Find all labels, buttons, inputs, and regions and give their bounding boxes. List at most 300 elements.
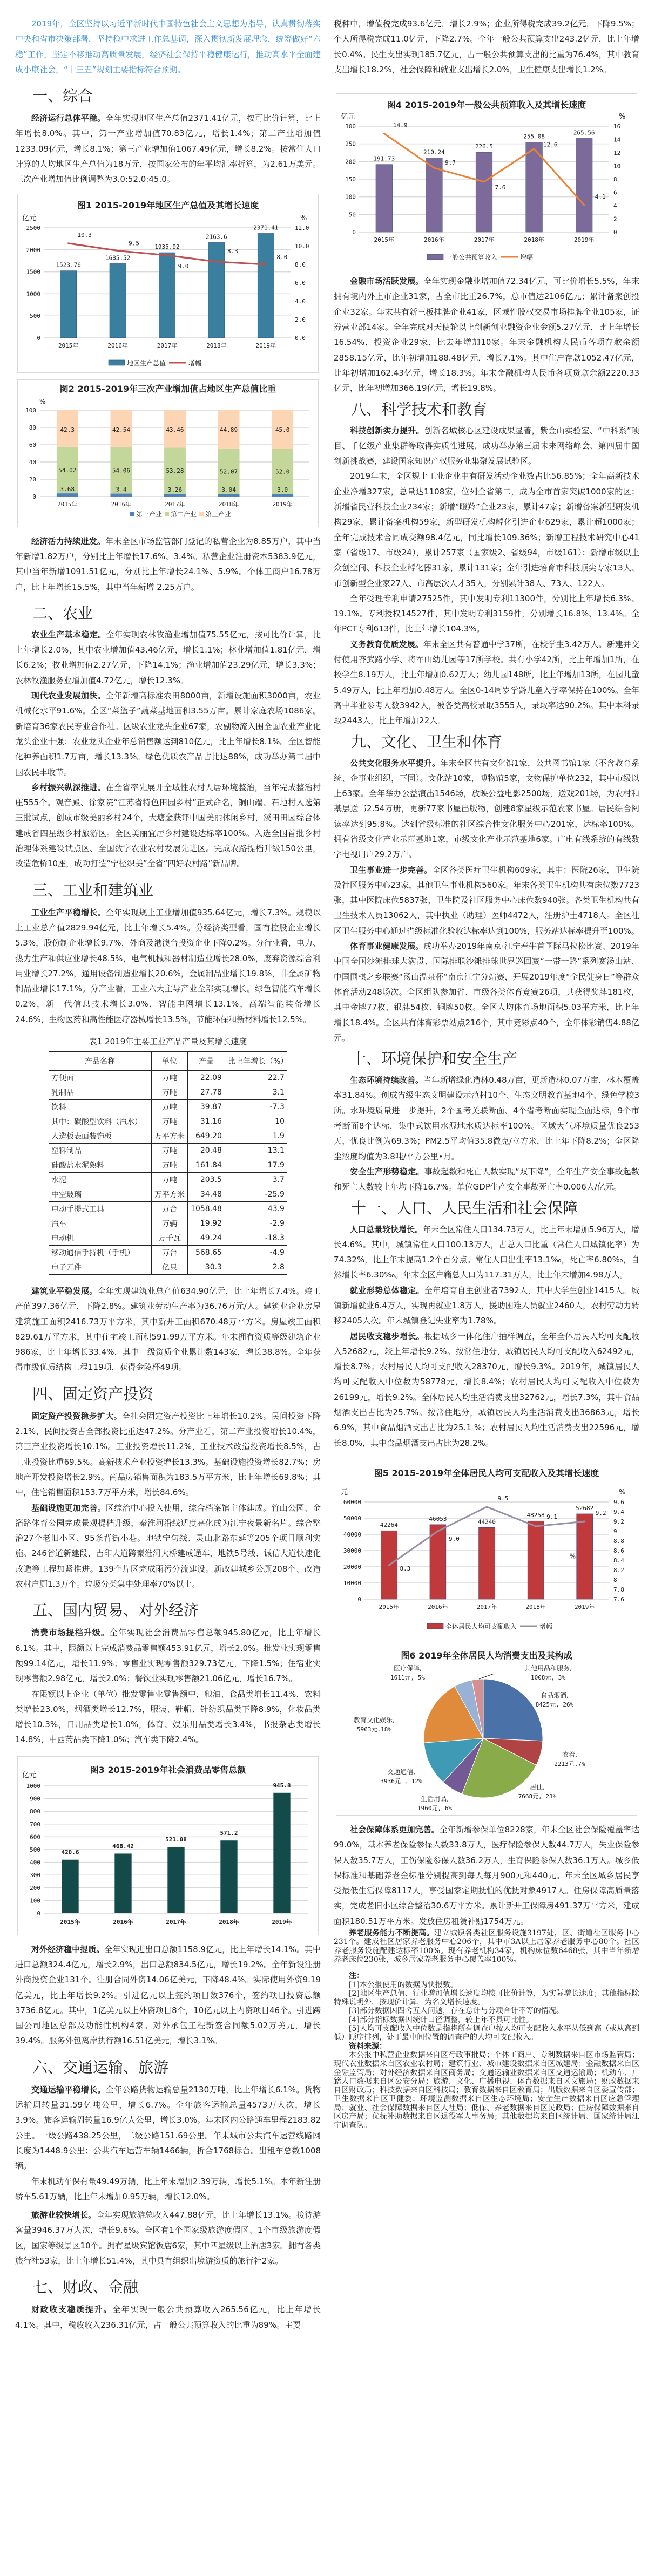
line-data-label: 9.0 (178, 262, 189, 270)
stacked-bar-segment (218, 494, 240, 497)
y2-tick-label: 8.0 (295, 261, 306, 268)
legend-label: 第一产业 (136, 510, 163, 518)
bar-data-label: 226.5 (475, 143, 494, 151)
table-row (49, 1129, 287, 1143)
x-tick-label: 2017年 (474, 236, 495, 244)
section-heading: 一、综合 (32, 87, 93, 105)
segment-data-label: 43.46 (166, 426, 184, 433)
bar-data-label: 1685.52 (105, 254, 131, 262)
table-row (49, 1231, 287, 1245)
y-tick-label: 30000 (343, 1547, 361, 1554)
paragraph (15, 1625, 321, 1686)
y2-tick-label: 10 (613, 162, 621, 170)
segment-data-label: 52.0 (275, 468, 290, 475)
product-name-cell: 电子元件 (49, 1260, 152, 1274)
y-tick-label: 400 (30, 1859, 40, 1866)
paragraph-lead: 生态环境持续改善。 (350, 1075, 424, 1085)
paragraph-lead: 现代农业发展加快。 (31, 691, 106, 701)
product-name-cell: 水泥 (49, 1172, 152, 1187)
x-tick-label: 2019年 (573, 236, 595, 244)
figure-6-consumption-pie-chart (336, 1643, 637, 1816)
output-cell: 1058.48 (188, 1201, 225, 1216)
paragraph-lead: 经济运行总体平稳。 (31, 113, 106, 124)
unit-cell: 万吨 (152, 1085, 188, 1099)
unit-cell: 万台 (152, 1245, 188, 1260)
bar-data-label: 468.42 (112, 1843, 134, 1850)
chart-title: 图2 2015-2019年三次产业增加值占地区生产总值比重 (59, 383, 276, 394)
y-tick-label: 100 (30, 1897, 40, 1905)
paragraph-text: 全年公路货物运输总量2130万吨，比上年增长6.1%。货物运输周转量31.59亿吨公里，增长6.7%。全年旅客运输总量4573万人次，增长3.9%。旅客运输周转量16.9亿人公里，增长3.0%。年末区内公路通车里程2183.82公里。一级公路438.25公里，二级公路151.69公里。年末城市公共汽车运营线路网长度为1448.9公里；公共汽车运营车辆1466辆，折合1768标台。出租车总数1008辆。 (15, 2084, 321, 2171)
segment-data-label: 54.06 (112, 466, 130, 474)
product-name-cell: 中空玻璃 (49, 1187, 152, 1201)
chart-title: 图4 2015-2019年一般公共预算收入及其增长速度 (387, 100, 586, 111)
x-tick-label: 2016年 (107, 342, 128, 349)
table-row (49, 1216, 287, 1231)
output-cell: 34.48 (188, 1187, 225, 1201)
bar (159, 253, 175, 338)
line-point (265, 263, 267, 265)
paragraph (15, 1500, 321, 1592)
y-axis-unit: 亿元 (22, 1771, 37, 1779)
table-row (49, 1260, 287, 1274)
unit-cell: 亿只 (152, 1260, 188, 1274)
legend-label: 增幅 (520, 254, 534, 262)
output-cell: 30.3 (188, 1260, 225, 1274)
line-point (583, 204, 585, 206)
slice-label: 生活用品, (421, 1795, 449, 1803)
bar-data-label: 2163.6 (206, 233, 227, 241)
y2-tick-label: 2 (613, 215, 617, 223)
legend-label: 增幅 (188, 359, 202, 367)
figure-2-industry-share-chart (17, 379, 319, 527)
product-name-cell: 电动手提式工具 (49, 1201, 152, 1216)
legend-label: 地区生产总值 (127, 359, 166, 367)
y-tick-label: 50000 (343, 1514, 361, 1522)
paragraph-text: 全年新增高标准农田8000亩，新增设施面积3000亩，农业机械化水平91.6%。全区“菜篮子”蔬菜基地面积3.55万亩。累计家庭农场1086家。新培育36家农民专业合作社。区级农业龙头企业67家，农副物流入围全国农业产业化龙头企业十强；农业龙头企业年总销售额达到810亿元，比上年增长8.1%。全区智能化种养面积1.7万亩，增长13.3%。绿色优质农产品占比达88%，成功举办第二届中国农民丰收节。 (15, 691, 321, 777)
paragraph (334, 1222, 639, 1283)
y-tick-label: 40000 (343, 1531, 361, 1538)
growth-cell: 17.9 (225, 1158, 287, 1172)
table-row (49, 1114, 287, 1129)
x-tick-label: 2018年 (206, 342, 227, 349)
paragraph-lead: 金融市场活跃发展。 (350, 276, 424, 287)
intro-paragraph: 2019年，全区坚持以习近平新时代中国特色社会主义思想为指导，认真贯彻落实中央和省市决策部署，坚持稳中求进工作总基调，深入贯彻新发展理念，统筹做好“六稳”工作，坚定不移推动高质量发展，经济社会保持平稳健康运行，推动高水平全面建成小康社会，“十三五”规划主要指标符合预期。 (15, 19, 321, 74)
paragraph (15, 111, 321, 187)
paragraph-text: 年末全区共有文化馆1家，公共图书馆1家（不含教育系统、企事业组织，下同）。文化站10家，博物馆5家，文物保护单位232，其中市级以上63家。全年举办公益演出1546场，放映公益电影2500场，送戏201场，为农村和基层送书2.54万册，更新77家书屋出版物，创建8家星级示范农家书屋。居民综合阅读率达到95.8%。达到省级标准的社区综合性文化服务中心201家，达标率100%。拥有省级文化产业示范基地1家，市级文化产业示范基地6家。广电有线系统的有线数字电视用户29.2万户。 (334, 758, 639, 860)
paragraph-lead: 卫生事业进一步完善。 (350, 865, 433, 875)
paragraph (334, 1072, 639, 1164)
x-tick-label: 2018年 (525, 1603, 546, 1610)
table-row (49, 1070, 287, 1085)
chart-title: 图1 2015-2019年地区生产总值及其增长速度 (77, 200, 259, 210)
x-tick-label: 2018年 (219, 1918, 239, 1926)
paragraph (15, 688, 321, 780)
figure-4-budget-revenue-chart (336, 93, 637, 267)
slice-label: 教育文化娱乐, (354, 1716, 395, 1724)
table-row (49, 1245, 287, 1260)
x-tick-label: 2015年 (58, 342, 79, 349)
bar (258, 233, 274, 338)
paragraph: 在限额以上企业（单位）批发零售业零售额中，粮油、食品类增长11.4%，饮料类增长23.0%，烟酒类增长12.7%，服装、鞋帽、针纺织品类下降8.9%，化妆品类增长10.3%，日用品类增长1.0%，体育、娱乐用品类增长3.4%，书报杂志类增长14.8%，中西药品类下降1.0%；汽车类下降2.4%。 (15, 1689, 321, 1745)
y2-tick-label: 7.6 (613, 1595, 624, 1603)
line-point (166, 254, 168, 256)
y2-tick-label: 6.0 (295, 279, 306, 287)
growth-cell: 22.7 (225, 1070, 287, 1085)
paragraph-text: 全年实现进出口总额1158.9亿元，比上年增长14.1%。其中进口总额324.4亿元，增长2.9%，出口总额834.5亿元，增长19.2%。全年新设注册外商投资企业131个。注册合同外资14.06亿美元，下降48.4%。实际使用外资9.19亿美元，比上年增长9.2%。引进亿元以上签约项目数376个，签约项目投资总额3736.8亿元。其中，1亿美元以上外资项目8个，10亿元以上内资项目46个。引进跨国公司地区总部及功能性机构4家。对外承包工程新签合同额5.02万美元，增长39.4%。服务外包离岸执行额16.51亿美元，增长3.1%。 (15, 1944, 321, 2046)
unit-cell: 万吨 (152, 1172, 188, 1187)
y2-tick-label: 2.0 (295, 316, 306, 323)
paragraph-text: 全区各类医疗卫生机构609家，其中：医院26家，卫生院及社区服务中心23家，其他卫生事业机构560家。年末各类卫生机构共有床位数7723张，其中医院床位5837张，卫生院及社区服务中心床位数940张。各类卫生机构共有卫生技术人员13062人，其中执业（助理）医师4472人，注册护士4718人。全区社区卫生服务中心通过省级标准化验收达标率达到100%，服务站达标率提升至100%。 (334, 865, 639, 936)
line-data-label: 10.3 (77, 231, 92, 239)
bar-data-label: 265.56 (573, 129, 595, 137)
bar-data-label: 1935.92 (154, 243, 180, 250)
chart-annotation: % (569, 1552, 576, 1560)
paragraph (15, 1283, 321, 1375)
bar-data-label: 44240 (477, 1518, 496, 1526)
x-tick-label: 2015年 (379, 1603, 400, 1610)
x-tick-label: 2019年 (272, 500, 293, 508)
y2-tick-label: 6 (613, 189, 617, 196)
bar (60, 270, 77, 337)
stacked-bar-segment (272, 494, 293, 497)
stacked-bar-segment (57, 493, 78, 497)
y-tick-label: 150 (345, 176, 356, 183)
x-tick-label: 2015年 (374, 236, 395, 244)
segment-data-label: 3.26 (167, 486, 183, 493)
note-item: [5]人均可支配收入中位数是指将所有调查户按人均可支配收入水平从低到高（或从高到低）顺序排列，处于最中间位置的调查户的人均可支配收入。 (334, 2024, 639, 2042)
y-tick-label: 0 (357, 1595, 361, 1603)
table-row (49, 1201, 287, 1216)
y2-tick-label: 0 (613, 229, 617, 236)
line-point (535, 1525, 537, 1527)
line-point (383, 133, 385, 134)
bar (62, 1859, 78, 1913)
y2-tick-label: 9.6 (613, 1498, 624, 1506)
y2-tick-label: 8 (613, 1576, 617, 1583)
bar (220, 1840, 237, 1913)
paragraph (334, 1329, 639, 1451)
product-name-cell: 移动通信手持机（手机） (49, 1245, 152, 1260)
y-tick-label: 800 (30, 1807, 40, 1815)
y-tick-label: 1000 (26, 290, 40, 298)
line-data-label: 4.1 (595, 193, 606, 200)
segment-data-label: 54.02 (58, 466, 77, 474)
paragraph-text: 全年培育自主创业者7392人，其中大学生创业1415人。城镇新增就业6.4万人，实现再就业1.8万人，援助困难人员就业2460人，农村劳动力转移2405人次。年末城镇登记失业率为1.78%。 (334, 1285, 639, 1326)
paragraph-lead: 交通运输平稳增长。 (31, 2084, 106, 2095)
y-tick-label: 1500 (26, 268, 40, 276)
y-tick-label: 500 (30, 312, 40, 320)
y-tick-label: 300 (30, 1871, 40, 1879)
bar (167, 1847, 184, 1913)
bar (110, 263, 126, 338)
unit-cell: 万吨 (152, 1158, 188, 1172)
y2-tick-label: 4.0 (295, 297, 306, 305)
slice-label: 衣着, (562, 1750, 577, 1758)
x-tick-label: 2019年 (255, 342, 276, 349)
x-tick-label: 2017年 (157, 342, 178, 349)
bar (476, 152, 492, 232)
chart-title: 图6 2019年全体居民人均消费支出及其构成 (401, 1650, 572, 1661)
legend-swatch (165, 512, 169, 516)
bar (376, 165, 393, 232)
y-axis-unit: 亿元 (341, 113, 355, 121)
paragraph (334, 1929, 639, 1964)
paragraph-lead: 基础设施更加完善。 (31, 1503, 106, 1513)
paragraph-lead: 对外经济稳中提质。 (31, 1944, 105, 1954)
product-name-cell: 饮料 (49, 1099, 152, 1114)
paragraph-lead: 旅游业较快增长。 (31, 2210, 97, 2220)
output-cell: 31.16 (188, 1114, 225, 1129)
paragraph (334, 1822, 639, 1929)
industrial-products-table (49, 1051, 287, 1275)
slice-value-label: 1960元, 6% (417, 1804, 452, 1812)
paragraph (334, 637, 639, 729)
y2-tick-label: 8.8 (613, 1537, 624, 1545)
y2-tick-label: 0.0 (295, 334, 306, 342)
y-tick-label: 500 (30, 1846, 40, 1853)
bar-data-label: 48258 (526, 1512, 545, 1519)
bar-data-label: 46053 (429, 1515, 447, 1523)
note-item: [2]地区生产总值、行业增加值增长速度均按可比价计算，为实际增长速度；其他指标除特殊说明外，按现价计算，为名义增长速度。 (334, 1989, 639, 2007)
y-tick-label: 2000 (26, 246, 40, 254)
segment-data-label: 53.28 (166, 467, 184, 474)
line-data-label: 9.0 (448, 1535, 460, 1542)
slice-value-label: 8425元, 26% (535, 1701, 574, 1708)
slice-value-label: 5963元,18% (357, 1725, 392, 1733)
x-tick-label: 2017年 (166, 1918, 186, 1926)
paragraph-lead: 建筑业平稳发展。 (31, 1286, 98, 1296)
bar-data-label: 571.2 (220, 1829, 238, 1837)
legend-label: 第二产业 (171, 510, 197, 518)
column-header: 单位 (152, 1051, 188, 1070)
line-point (433, 167, 435, 169)
section-heading: 十一、人口、人民生活和社会保障 (351, 1199, 578, 1217)
unit-cell: 万平方米 (152, 1129, 188, 1143)
paragraph-text: 全年实现旅游总收入447.88亿元，比上年增长13.1%。接待游客量3946.37万人次，增长9.6%。全区有1个国家级旅游度假区、1个市级旅游度假区，国家等级景区10个。拥有星级宾馆饭店6家，其中四星级以上酒店3家。拥有各类旅行社53家，比上年增长51.4%，其中具有组织出境游资质的旅行社2家。 (15, 2210, 321, 2266)
y-tick-label: 600 (30, 1833, 40, 1841)
notes-block (334, 1929, 639, 2130)
growth-cell: -7.3 (225, 1099, 287, 1114)
y-tick-label: 0 (37, 1909, 40, 1917)
leader-line (479, 1674, 494, 1679)
output-cell: 19.92 (188, 1216, 225, 1231)
y-axis-unit: 亿元 (22, 214, 37, 222)
pie-slice (483, 1679, 543, 1741)
section-heading: 五、国内贸易、对外经济 (32, 1601, 199, 1620)
figure-5-disposable-income-chart (336, 1462, 637, 1636)
growth-cell: -18.3 (225, 1231, 287, 1245)
section-heading: 十、环境保护和安全生产 (351, 1050, 518, 1068)
y-tick-label: 900 (30, 1795, 40, 1803)
paragraph (15, 2302, 321, 2333)
legend-swatch (109, 360, 125, 365)
table-caption: 表1 2019年主要工业产品产量及其增长速度 (89, 1036, 247, 1046)
paragraph-text: 全年实现社会消费品零售总额945.80亿元，比上年增长6.1%。其中，限额以上完成消费品零售额453.91亿元，增长2.0%。批发业实现零售额99.14亿元，增长11.9%；零售业实现零售额329.73亿元，下降1.5%；住宿业实现零售额2.98亿元，增长2.0%；餐饮业实现零售额21.06亿元，增长16.7%。 (15, 1628, 321, 1684)
line-point (215, 261, 217, 262)
y-tick-label: 300 (345, 123, 356, 131)
line-point (486, 1506, 488, 1507)
y2-tick-label: 9 (613, 1527, 617, 1535)
table-row (49, 1085, 287, 1099)
y-tick-label: 200 (30, 1884, 40, 1892)
paragraph (15, 534, 321, 595)
figure-1-gdp-chart (17, 194, 319, 373)
y-axis-unit: 元 (341, 1488, 348, 1497)
paragraph-text: 年末全区市场监管部门登记的私营企业为8.85万户，其中当年新增1.82万户，分别比上年增长17.6%、3.4%。私营企业注册资本5383.9亿元，其中当年新增1091.51亿元，分别比上年增长24.1%、5.9%。个体工商户16.78万户，比上年增长15.5%，其中当年新增 2.25万户。 (15, 536, 321, 592)
x-tick-label: 2018年 (218, 500, 239, 508)
y2-tick-label: 16 (613, 123, 621, 131)
segment-data-label: 44.89 (220, 426, 238, 433)
slice-label: 其他用品和服务, (524, 1664, 572, 1672)
section-heading: 七、财政、金融 (32, 2278, 139, 2296)
right-column (334, 0, 639, 2130)
paragraph-text: 根据城乡一体化住户抽样调查，全年全体居民人均可支配收入52682元，较上年增长9.2%。按常住地分，城镇居民人均可支配收入62492元，增长8.7%；农村居民人均可支配收入28370元，增长9.3%。2019年，城镇居民人均可支配收入中位数为58778元，增长8.4%；农村居民人均可支配收入中位数为26199元，增长9.2%。全体居民人均生活消费支出32762元，增长7.3%，其中食品烟酒支出占比为25.7%。按常住地分，城镇居民人均生活消费支出36863元，增长6.9%，其中食品烟酒支出占比为25.1 %；农村居民人均生活消费支出22596元，增长8.0%，其中食品烟酒支出占比为28.2%。 (334, 1331, 639, 1448)
y-tick-label: 700 (30, 1820, 40, 1828)
y-tick-label: 50 (348, 211, 356, 219)
legend-label: 全体居民人均可支配收入 (446, 1622, 517, 1630)
line-data-label: 9.5 (129, 240, 140, 247)
paragraph-lead: 科技创新实力提升。 (350, 425, 424, 436)
growth-cell: 13.1 (225, 1143, 287, 1158)
table-header-row (49, 1051, 287, 1070)
slice-label: 医疗保障, (394, 1664, 422, 1672)
paragraph (334, 1164, 639, 1195)
paragraph-text: 年末全区常住人口134.73万人，比上年末增加5.96万人，增长4.6%。其中，城镇常住人口100.13万人，占总人口比重（常住人口城镇化率）为74.32%，比上年末提高1.2个百分点。常住人口出生率13.1‰，死亡率6.80‰，自然增长率6.30‰。年末全区户籍总人口为117.31万人，比上年末增加4.98万人。 (334, 1224, 639, 1280)
bar-data-label: 210.24 (423, 148, 445, 156)
column-header: 比上年增长（%） (225, 1051, 287, 1070)
table-row (49, 1143, 287, 1158)
paragraph-lead: 财政收支稳质提升。 (31, 2305, 113, 2315)
y2-tick-label: 14 (613, 136, 621, 144)
slice-label: 居住, (530, 1783, 545, 1791)
output-cell: 22.09 (188, 1070, 225, 1085)
x-tick-label: 2018年 (524, 236, 544, 244)
legend-swatch (199, 512, 204, 516)
paragraph (334, 274, 639, 396)
source-text: 本公报中私营企业数据来自区行政审批局；个体工商户、专利数据来自区市场监管局；现代农业数据来自区农业农村局；建筑行业、城市建设数据来自区城建局；金融数据来自区金融监管局；对外经济数据来自区商务局；交通运输业数据来自区交通运输局；机动车、户籍人口数据来自区公安分局；旅游、文化、广播电视、体育数据来自区文旅局；财政数据来自区财政局；科技数据来自区科技局；教育数据来自区教育局；出版数据来自区委宣传部；卫生数据来自区卫健委；环境监测数据来自区生态环境局；安全生产数据来自区应急管理局；就业、社会保障数据来自区人社局；低保、养老数据来自区民政局；住房保障数据来自区房产局；优抚补助数据来自区退役军人事务局；其他数据均来自区统计局、国家统计局江宁调查队。 (334, 2050, 639, 2130)
table-row (49, 1158, 287, 1172)
paragraph-text: 全年实现农林牧渔业增加值75.55亿元，按可比价计算，比上年增长2.0%，其中农业增加值43.46亿元，增长1.1%；林业增加值1.81亿元，增长6.2%；牧业增加值2.27亿元，下降14.1%；渔业增加值23.29亿元，增长3.3%；农林牧渔服务业增加值4.72亿元，增长12.3%。 (15, 629, 321, 685)
paragraph-text: 全社会固定资产投资比上年增长10.2%。民间投资下降2.1%，民间投资占全部投资比重达47.2%。分产业看，第二产业投资增长10.4%，第三产业投资增长10.1%。工业投资增长11.2%，工业技术改造投资增长8.5%，占工业投资比重69.5%。高新技术产业投资增长13.3%。基础设施投资增长82.7%；房地产开发投资增长2.9%。商品房销售面积为183.5万平方米，比上年增长69.8%；其中，住宅销售面积153.7万平方米，增长84.6%。 (15, 1411, 321, 1498)
legend-swatch (427, 254, 443, 260)
segment-data-label: 52.07 (220, 468, 238, 475)
growth-cell: 1.9 (225, 1129, 287, 1143)
product-name-cell: 汽车 (49, 1216, 152, 1231)
y2-tick-label: 9.4 (613, 1508, 624, 1515)
y-tick-label: 80 (29, 424, 36, 431)
paragraph-lead: 体育事业健康发展。 (350, 941, 424, 951)
growth-cell: -25.9 (225, 1187, 287, 1201)
unit-cell: 万吨 (152, 1099, 188, 1114)
y2-tick-label: 8.2 (613, 1566, 624, 1574)
paragraph-text: 全年实现一般公共预算收入265.56亿元，比上年增长4.1%。其中，税收收入236.31亿元，占一般公共预算收入的比重为89%。主要 (15, 2305, 321, 2330)
growth-cell: 43.9 (225, 1201, 287, 1216)
stacked-bar-segment (164, 493, 186, 496)
segment-data-label: 3.0 (277, 486, 288, 493)
y-tick-label: 60 (29, 441, 36, 448)
paragraph-text: 年末全区共有普通中学37所，在校学生3.42万人。新建并交付使用齐武路小学、将军山幼儿园等17所学校。共有小学42所，比上年增加1所，在校学生8.19万人，比上年增加0.62万人；幼儿园148所，比上年增加13所，在园儿童5.49万人，比上年增加0.48万人。全区0-14周岁学龄儿童入学率保持在100%。全年高中毕业参考人数3942人，被各类高校录取3555人，录取率达90.2%。其中本科录取2443人，比上年增加22人。 (334, 639, 639, 726)
chart-title: 图3 2015-2019年社会消费品零售总额 (90, 1764, 246, 1775)
paragraph-text: 全年新增参保单位8228家，年末全区社会保险覆盖率达99.0%，基本养老保险参保人数33.8万人，医疗保险参保人数44.7万人，失业保险参保人数35.7万人，工伤保险参保人数36.2万人，生育保险参保人数36.1万人。城乡低保标准和基础养老金标准分别提高到每人每月900元和440元。年末全区城乡居民享受最低生活保障8117人，享受国家定期抚恤的优抚对象4917人。住房保障高质量落实，完成老旧小区综合整治30.6万平方米。累计新开工保障房491.37万平方米，建成面积180.51万平方米。发放住房租赁补贴1754万元。 (334, 1824, 639, 1926)
product-name-cell: 人造板表面装饰板 (49, 1129, 152, 1143)
slice-value-label: 2213元,7% (554, 1760, 585, 1768)
line-data-label: 9.7 (444, 159, 456, 167)
y-tick-label: 20000 (343, 1563, 361, 1571)
y-tick-label: 250 (345, 140, 356, 148)
stacked-bar-segment (110, 493, 132, 496)
paragraph-text: 全年实现地区生产总值2371.41亿元，按可比价计算，比上年增长8.0%。其中，第一产业增加值70.83亿元，增长1.4%；第二产业增加值1233.09亿元，增长8.1%；第三产业增加值1067.49亿元，增长8.2%。按常住人口计算的人均地区生产总值为18万元，按国家公布的年平均汇率折算，为2.61万美元。三次产业增加值比例调整为3.0:52.0:45.0。 (15, 113, 321, 185)
paragraph-lead: 社会保障体系更加完善。 (350, 1824, 440, 1834)
slice-label: 食品烟酒, (541, 1691, 569, 1699)
slice-value-label: 7668元, 23% (518, 1792, 557, 1800)
y-tick-label: 100 (25, 406, 36, 414)
legend-label: 一般公共预算收入 (446, 254, 498, 262)
line-data-label: 8.3 (227, 247, 238, 255)
x-tick-label: 2017年 (165, 500, 185, 508)
y2-tick-label: 12.0 (295, 224, 309, 232)
paragraph-lead: 固定资产投资稳步扩大。 (31, 1411, 122, 1421)
note-item: [1]本公报使用的数据为快报数。 (349, 1980, 458, 1989)
paragraph-text: 在全省率先展开全域性农村人居环境整治，当年完成整治村庄555个。观音殿、徐家院“江苏省特色田园乡村”正式命名，铜山端、石地村入选第三批试点，创成市级美丽乡村24个，大塘金获评中国美丽休闲乡村，溪田田园综合体建成省四星级乡村旅游区。全区美丽宜居乡村建设达标率100%。入选全国首批乡村治理体系建设试点区、全国数字农业农村发展先进区。完成农路提档升级150公里，改造危桥10座，成功打造“宁径织美”全省“四好农村路”新品牌。 (15, 782, 321, 869)
line-point (68, 242, 69, 244)
y-axis-unit: % (39, 397, 46, 405)
paragraph (334, 756, 639, 862)
y2-tick-label: 8.6 (613, 1547, 624, 1554)
figure-3-retail-sales-chart (17, 1756, 319, 1935)
paragraph-text: 建立城镇各类社区服务设施3197处，区、街道社区服务中心231个。建成社区居家养老服务中心206个，其中市3A以上居家养老服务中心80个。社区养老服务设施配建达标率100%。现有养老机构34家，机构床位数6468张，其中当年新增养老床位230张，城乡居家养老服务中心覆盖率100%。 (334, 1929, 639, 1964)
bar (576, 139, 592, 232)
y2-tick-label: 9.2 (613, 1518, 624, 1525)
notes-title-text: 注： (349, 1972, 364, 1981)
note-item: [3]部分数据因四舍五入问题，存在总计与分项合计不等的情况。 (349, 2007, 564, 2016)
growth-cell: 3.7 (225, 1172, 287, 1187)
table-row (49, 1172, 287, 1187)
slice-value-label: 1008元, 3% (531, 1674, 565, 1681)
x-tick-label: 2019年 (272, 1918, 292, 1926)
y-tick-label: 40 (29, 458, 36, 466)
output-cell: 49.24 (188, 1231, 225, 1245)
bar-data-label: 2371.41 (253, 224, 279, 232)
line-data-label: 8.0 (276, 253, 288, 261)
unit-cell: 万吨 (152, 1143, 188, 1158)
growth-cell: 2.8 (225, 1260, 287, 1274)
y-tick-label: 1000 (26, 1782, 40, 1790)
legend-label: 第三产业 (205, 510, 232, 518)
left-column (15, 0, 321, 2333)
legend-swatch (427, 1623, 443, 1629)
bar-data-label: 52682 (576, 1504, 594, 1512)
paragraph-lead: 农业生产基本稳定。 (31, 629, 106, 640)
legend-swatch (130, 512, 134, 516)
line-data-label: 8.3 (400, 1565, 411, 1572)
growth-cell: -4.9 (225, 1245, 287, 1260)
paragraph-lead: 乡村振兴纵深推进。 (31, 782, 106, 792)
column-header: 产品名称 (49, 1051, 152, 1070)
x-tick-label: 2017年 (476, 1603, 497, 1610)
y-tick-label: 200 (345, 158, 356, 166)
segment-data-label: 42.54 (112, 426, 130, 433)
notes-title (334, 1972, 639, 1980)
bar-data-label: 191.73 (373, 155, 395, 162)
paragraph (334, 423, 639, 469)
paragraph (334, 1283, 639, 1329)
x-tick-label: 2015年 (60, 1918, 80, 1926)
y-tick-label: 0 (37, 334, 40, 342)
bar (114, 1853, 131, 1913)
y2-tick-label: 8 (613, 176, 617, 183)
line-data-label: 9.2 (595, 1509, 606, 1517)
product-name-cell: 方便面 (49, 1070, 152, 1085)
